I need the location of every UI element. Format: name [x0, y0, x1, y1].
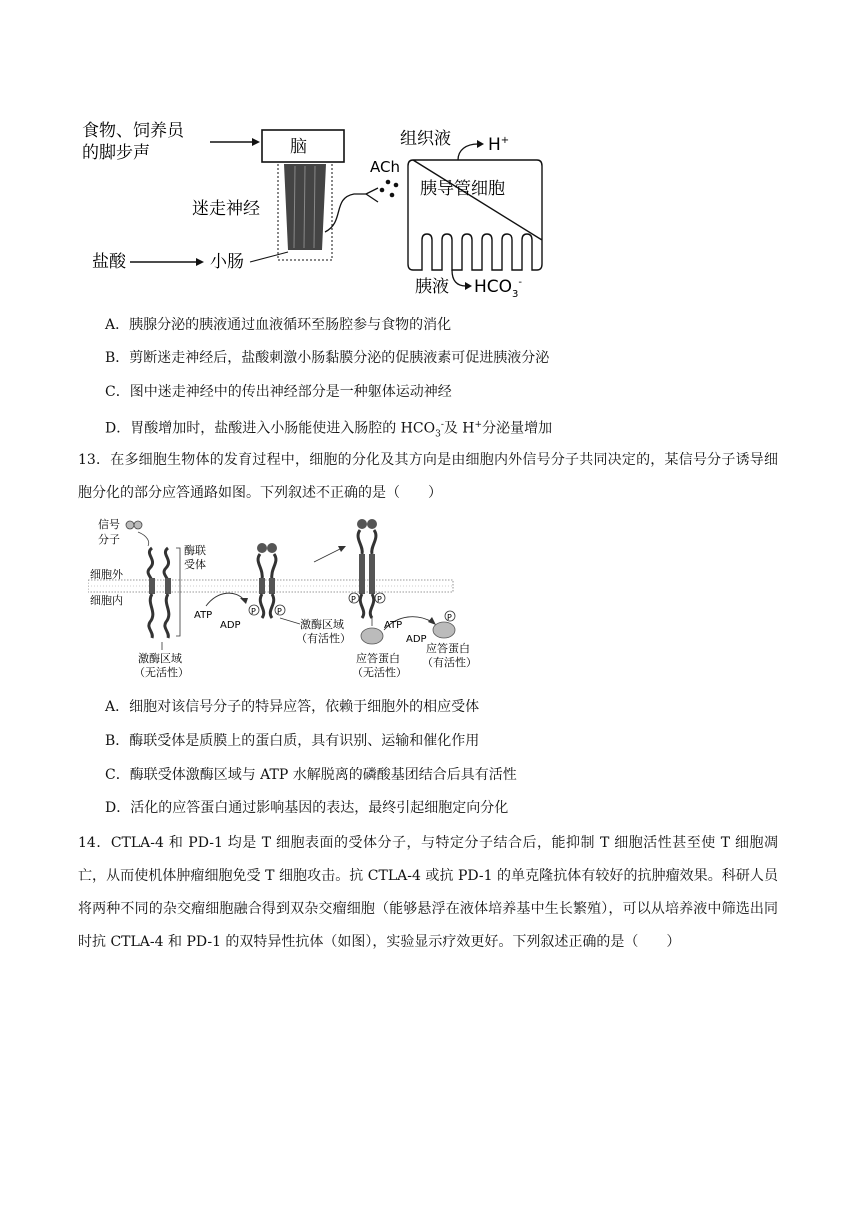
ach-dot: [380, 188, 385, 193]
q13-option-b: B．酶联受体是质膜上的蛋白质，具有识别、运输和催化作用: [105, 733, 480, 749]
input-arrow-head: [252, 138, 260, 146]
resp-inactive-line1: 应答蛋白: [356, 652, 400, 665]
q13-option-a: A．细胞对该信号分子的特异应答，依赖于细胞外的相应受体: [105, 699, 480, 715]
atp-label-2: ATP: [384, 620, 403, 631]
resp-active-line1: 应答蛋白: [426, 642, 470, 655]
q13-option-c: C．酶联受体激酶区域与 ATP 水解脱离的磷酸基团结合后具有活性: [105, 767, 517, 783]
receptor-label-line2: 受体: [184, 558, 206, 571]
input-label-line1: 食物、饲养员: [82, 121, 184, 141]
ach-label: ACh: [370, 158, 400, 176]
h-arrow: [458, 144, 478, 160]
figure-enzyme-linked-receptor: [88, 518, 488, 690]
q14-stem: 14．CTLA-4 和 PD-1 均是 T 细胞表面的受体分子，与特定分子结合后，能抑制 T 细胞活性甚至使 T 细胞凋亡，从而使机体肿瘤细胞免受 T 细胞攻击。抗 CTLA-4 或抗 PD-1 的单克隆抗体有较好的抗肿瘤效果。科研人员将两种不同的杂交瘤细胞融合得到双杂交瘤细胞（能够悬浮在液体培养基中生长繁殖），可以从培养液中筛选出同时抗 CTLA-4 和 PD-1 的双特异性抗体（如图），实验显示疗效更好。下列叙述正确的是（ ）: [78, 835, 778, 950]
receptor-phosphorylated: [357, 519, 377, 618]
svg-text:P: P: [277, 607, 282, 616]
ach-dot: [390, 193, 395, 198]
adp-label-2: ADP: [406, 634, 427, 645]
q12-option-d: D．胃酸增加时，盐酸进入小肠能使进入肠腔的 $HCO_3^-$及 H+分泌量增加: [105, 420, 553, 440]
resp-inactive-line2: （无活性）: [352, 666, 407, 679]
q13-stem: 13．在多细胞生物体的发育过程中，细胞的分化及其方向是由细胞内外信号分子共同决定的，某信号分子诱导细胞分化的部分应答通路如图。下列叙述不正确的是（ ）: [78, 452, 778, 501]
signal-molecule: [134, 521, 142, 529]
hco3-label: $HCO_3^-$: [474, 277, 523, 300]
acid-label: 盐酸: [92, 252, 126, 272]
duct-cell-label: 胰导管细胞: [420, 179, 505, 199]
intestine-label: 小肠: [210, 252, 244, 272]
outside-label: 细胞外: [90, 568, 123, 581]
signal-label-line2: 分子: [98, 533, 120, 546]
atp-label: ATP: [194, 610, 213, 621]
kinase-inactive-line2: （无活性）: [134, 666, 189, 679]
q12-option-a: A．胰腺分泌的胰液通过血液循环至肠腔参与食物的消化: [105, 317, 452, 333]
q12-option-c: C．图中迷走神经中的传出神经部分是一种躯体运动神经: [105, 384, 452, 400]
svg-text:P: P: [447, 613, 452, 622]
svg-text:P: P: [377, 595, 382, 604]
nerve-terminal: [366, 188, 378, 202]
hco3-arrow: [452, 270, 466, 286]
q12-option-b: B．剪断迷走神经后，盐酸刺激小肠黏膜分泌的促胰液素可促进胰液分泌: [105, 350, 550, 366]
ach-dot: [386, 180, 391, 185]
kinase-active-line2: （有活性）: [296, 632, 351, 645]
receptor-inactive: [148, 548, 171, 638]
duct-cell-outline: [408, 160, 542, 270]
resp-active-line2: （有活性）: [422, 656, 477, 669]
kinase-active-line1: 激酶区域: [300, 618, 344, 631]
efferent-nerve: [325, 194, 366, 232]
kinase-inactive-line1: 激酶区域: [138, 652, 182, 665]
figure-pancreas-secretion: [70, 112, 550, 302]
inside-label: 细胞内: [90, 594, 123, 607]
q13-option-d: D．活化的应答蛋白通过影响基因的表达，最终引起细胞定向分化: [105, 800, 509, 816]
signal-molecule: [126, 521, 134, 529]
svg-text:P: P: [251, 607, 256, 616]
input-label-line2: 的脚步声: [82, 143, 150, 163]
ach-dot: [394, 183, 399, 188]
svg-text:P: P: [351, 595, 356, 604]
brain-label: 脑: [290, 137, 307, 157]
pancreatic-juice-label: 胰液: [415, 277, 449, 297]
vagus-label: 迷走神经: [192, 199, 260, 219]
adp-label: ADP: [220, 620, 241, 631]
response-protein-active: [433, 622, 455, 638]
h-ion-label: H+: [488, 135, 510, 155]
response-protein-inactive: [361, 628, 383, 644]
receptor-label-line1: 酶联: [184, 544, 206, 557]
tissue-fluid-label: 组织液: [400, 129, 451, 149]
signal-label-line1: 信号: [98, 518, 120, 531]
